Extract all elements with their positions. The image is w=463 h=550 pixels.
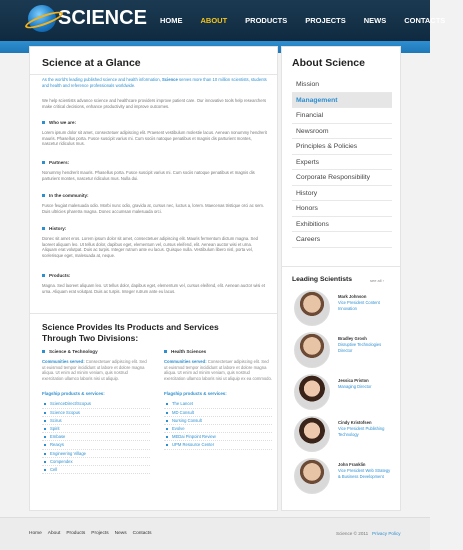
division-title: [42, 349, 150, 354]
nav-products[interactable]: PRODUCTS: [245, 16, 288, 25]
division-lead: Communities served:: [42, 359, 85, 364]
sidebar-item-experts[interactable]: Experts: [292, 155, 392, 171]
list-item[interactable]: Engineering Village: [42, 450, 150, 458]
footer-link-about[interactable]: About: [47, 531, 61, 536]
community-heading: [42, 193, 89, 198]
intro-paragraph: [42, 77, 268, 88]
scientist-name: Cindy Kristofsen: [338, 420, 372, 425]
bullet-icon: [42, 274, 45, 277]
sidebar-item-corporate-responsibility[interactable]: Corporate Responsibility: [292, 170, 392, 186]
nav-contacts[interactable]: CONTACTS: [404, 16, 446, 25]
flagship-list: [164, 400, 272, 449]
products-heading: [42, 273, 70, 278]
scientist-name: Jessica Priston: [338, 378, 369, 383]
division-title: [164, 349, 272, 354]
scientist-name: Mark Johnson: [338, 294, 367, 299]
sidebar-item-honors[interactable]: Honors: [292, 201, 392, 217]
division-text: [164, 359, 272, 381]
scientist-role: Vice President Web Strategy & Business Development: [338, 468, 391, 479]
avatar: [294, 290, 330, 326]
footer-link-contacts[interactable]: Contacts: [132, 531, 152, 536]
sidebar-item-exhibitions[interactable]: Exhibitions: [292, 217, 392, 233]
scientist-card[interactable]: [294, 374, 394, 414]
scientist-card[interactable]: [294, 416, 394, 456]
list-item[interactable]: Embase: [42, 433, 150, 441]
main-content: [29, 46, 278, 511]
nav-projects[interactable]: PROJECTS: [305, 16, 346, 25]
copyright: Science © 2011: [336, 531, 369, 536]
scientist-role: Disruptive Technologies Director: [338, 342, 382, 353]
list-item[interactable]: Reaxys: [42, 441, 150, 449]
division-title-text: Health Sciences: [171, 349, 207, 354]
footer-link-products[interactable]: Products: [66, 531, 86, 536]
intro-paragraph-2: We help scientists advance science and healthcare providers improve patient care. Our innovative tools help researchers make critical decisions, enhance productivity and improve outcomes.: [42, 98, 267, 109]
sidebar-item-newsroom[interactable]: Newsroom: [292, 124, 392, 140]
intro-text-c: serves more than 10 million scientists, students and health and reference professionals worldwide.: [42, 77, 267, 88]
sidebar-item-principles[interactable]: Principles & Policies: [292, 139, 392, 155]
division-body: Consectetuer adipiscing elit. Sed ut euismod tempor incididunt ut labore et dolore magna aliqua. Ut enim ad minim veniam, quis nostrud exercitation ullamco laboris nisi ut aliquip.: [42, 359, 147, 381]
sidebar: [281, 46, 401, 511]
bullet-icon: [164, 350, 167, 353]
bullet-icon: [42, 350, 45, 353]
list-item[interactable]: Scirus: [42, 417, 150, 425]
footer-link-news[interactable]: News: [114, 531, 127, 536]
scientist-card[interactable]: [294, 332, 394, 372]
see-all-link[interactable]: see all ›: [370, 278, 385, 283]
bullet-icon: [42, 121, 45, 124]
sidebar-item-mission[interactable]: Mission: [292, 77, 392, 93]
list-item[interactable]: Evolve: [164, 425, 272, 433]
bullet-icon: [42, 227, 45, 230]
divisions-heading: Science Provides Its Products and Services Through Two Divisions:: [42, 322, 219, 343]
footer-link-home[interactable]: Home: [29, 531, 42, 536]
list-item[interactable]: Compendex: [42, 458, 150, 466]
list-item[interactable]: UPM Resource Center: [164, 441, 272, 449]
intro-text-a: As the world's leading published science and health information,: [42, 77, 161, 82]
community-text: Fusce feugiat malesuada odio. Morbi nunc odio, gravida at, cursus nec, luctus a, lorem. Maecenas tristique orci ac sem. Duis ultricies pharetra magna. Donec accumsan malesuada orci.: [42, 203, 265, 214]
list-item[interactable]: The Lancet: [164, 400, 272, 408]
avatar: [294, 332, 330, 368]
page-title: Science at a Glance: [42, 57, 141, 69]
divider: [282, 266, 400, 267]
sidebar-title: About Science: [292, 57, 365, 69]
partners-text: Nonummy hendrerit mauris. Phasellus porta. Fusce suscipit varius mi. Cum sociis natoque penatibus et magnis dis parturient montes, nascetur ridiculus mus. Nulla dui.: [42, 170, 255, 181]
logo-text: SCIENCE: [58, 7, 147, 29]
footer-link-projects[interactable]: Projects: [91, 531, 109, 536]
list-item[interactable]: MEDai Pinpoint Review: [164, 433, 272, 441]
avatar: [294, 416, 330, 452]
history-heading: [42, 226, 66, 231]
bullet-icon: [42, 194, 45, 197]
scientist-role: Vice President Content Innovation: [338, 300, 380, 311]
division-text: [42, 359, 150, 381]
list-item[interactable]: Nursing Consult: [164, 417, 272, 425]
scientist-role: Managing Director: [338, 384, 372, 389]
who-text: Lorem ipsum dolor sit amet, consectetuer adipiscing elit. Praesent vestibulum molestie lacus. Aenean nonummy hendrerit mauris. Phasellus porta. Fusce suscipit varius mi. Cum sociis natoque penatibus et magnis dis parturient montes, nascetur ridiculus mus.: [42, 130, 267, 147]
history-title: History:: [49, 226, 67, 231]
who-title: Who we are:: [49, 120, 77, 125]
leading-scientists-title: Leading Scientists: [292, 276, 353, 283]
scientist-name: Bradley Grosh: [338, 336, 367, 341]
main-nav: [160, 0, 463, 41]
division-title-text: Science & Technology: [49, 349, 98, 354]
list-item[interactable]: MD Consult: [164, 409, 272, 417]
products-title: Products:: [49, 273, 71, 278]
partners-title: Partners:: [49, 160, 70, 165]
list-item[interactable]: Cell: [42, 466, 150, 474]
avatar: [294, 374, 330, 410]
logo[interactable]: [28, 5, 147, 32]
sidebar-menu: [292, 77, 392, 248]
scientist-card[interactable]: [294, 458, 394, 498]
privacy-policy-link[interactable]: Privacy Policy: [372, 531, 401, 536]
sidebar-item-management[interactable]: Management: [292, 93, 392, 109]
list-item[interactable]: Science Scopus: [42, 409, 150, 417]
partners-heading: [42, 160, 69, 165]
sidebar-item-careers[interactable]: Careers: [292, 232, 392, 248]
nav-news[interactable]: NEWS: [363, 16, 387, 25]
products-text: Magna. Sed laoreet aliquam leo. Ut tellus dolor, dapibus eget, elementum vel, cursus eleifend, elit. Aenean auctor wisi et urna. Aliquam erat volutpat. Duis ac turpis. Integer rutrum ante eu lacus.: [42, 283, 265, 294]
list-item[interactable]: ScienceDirect/Scopus: [42, 400, 150, 408]
scientist-card[interactable]: [294, 290, 394, 330]
community-title: In the community:: [49, 193, 89, 198]
who-heading: [42, 120, 76, 125]
division-lead: Communities served:: [164, 359, 207, 364]
flagship-heading: Flagship products & services:: [42, 391, 105, 397]
division-body: Consectetuer adipiscing elit. Sed ut euismod tempor incididunt ut labore et dolore magna aliqua. Ut enim ad minim veniam, quis nostrud exercitation ullamco laboris nisi ut aliquip ex ea commodo.: [164, 359, 272, 381]
intro-text-b: Science: [162, 77, 178, 82]
scientist-role: Vice President Publishing Technology: [338, 426, 385, 437]
site-header: [0, 0, 446, 41]
scientist-name: John Franklin: [338, 462, 366, 467]
division-science-technology: [42, 349, 150, 474]
sidebar-item-financial[interactable]: Financial: [292, 108, 392, 124]
footer-nav: [29, 531, 158, 536]
flagship-list: [42, 400, 150, 474]
site-footer: [0, 517, 430, 550]
divider: [30, 313, 277, 314]
nav-about[interactable]: ABOUT: [200, 16, 228, 25]
list-item[interactable]: Spirit: [42, 425, 150, 433]
globe-logo-icon: [28, 5, 56, 32]
flagship-heading: Flagship products & services:: [164, 391, 227, 397]
avatar: [294, 458, 330, 494]
divider: [30, 74, 277, 75]
history-text: Donec sit amet eros. Lorem ipsum dolor sit amet, consectetuer adipiscing elit. Mauris fermentum dictum magna. Sed laoreet aliquam leo. Ut tellus dolor, dapibus eget, elementum vel, cursus eleifend, elit. Aenean auctor wisi et urna. Aliquam erat volutpat. Duis ac turpis. Integer rutrum ante eu lacus. Quisque nulla. Vestibulum libero nisl, porta vel, scelerisque eget, malesuada at, neque.: [42, 236, 258, 258]
division-health-sciences: [164, 349, 272, 450]
nav-home[interactable]: HOME: [160, 16, 183, 25]
bullet-icon: [42, 161, 45, 164]
sidebar-item-history[interactable]: History: [292, 186, 392, 202]
